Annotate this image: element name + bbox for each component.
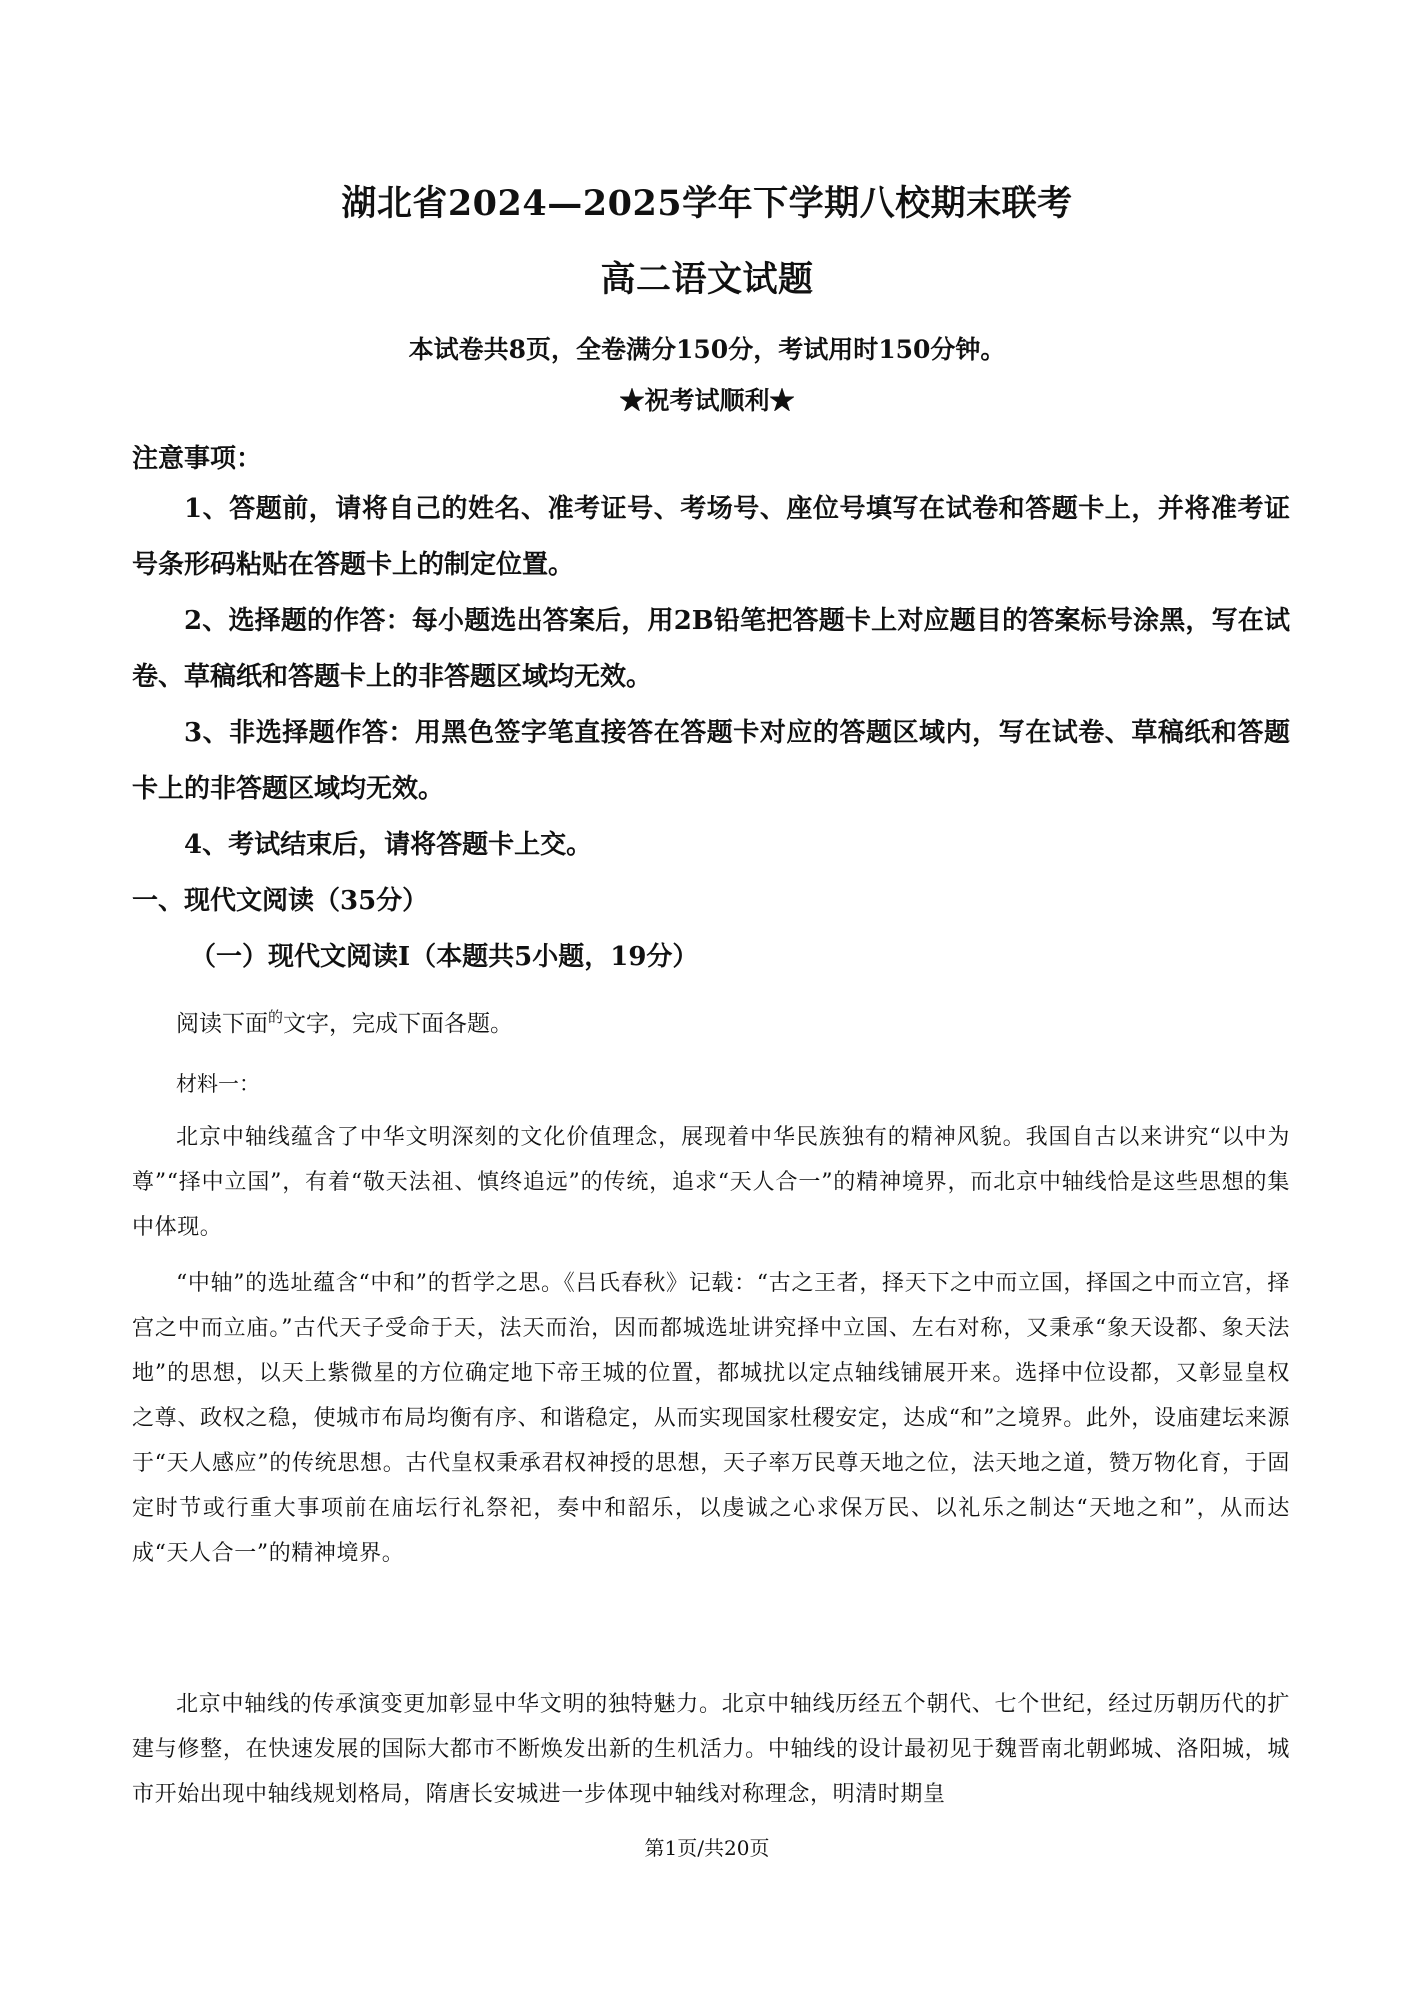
- notice-heading: 注意事项：: [132, 444, 263, 474]
- notice-item: 4、考试结束后，请将答题卡上交。: [184, 830, 593, 860]
- instruction-text: 阅读下面: [176, 1011, 268, 1037]
- reading-instruction: [176, 1005, 513, 1038]
- section-heading: 一、现代文阅读（35分）: [132, 886, 429, 916]
- notice-item: 2、选择题的作答：每小题选出答案后，用2B铅笔把答题卡上对应题目的答案标号涂黑，写在试卷、草稿纸和答题卡上的非答题区域均无效。: [132, 606, 1290, 692]
- exam-info: 本试卷共8页，全卷满分150分，考试用时150分钟。: [408, 335, 1006, 364]
- reading-paragraph: “中轴”的选址蕴含“中和”的哲学之思。《吕氏春秋》记载：“古之王者，择天下之中而立国，择国之中而立宫，择宫之中而立庙。”古代天子受命于天，法天而治，因而都城选址讲究择中立国、左右对称，又秉承“象天设都、象天法地”的思想，以天上紫微星的方位确定地下帝王城的位置，都城扰以定点轴线铺展开来。选择中位设都，又彰显皇权之尊、政权之稳，使城市布局均衡有序、和谐稳定，从而实现国家杜稷安定，达成“和”之境界。此外，设庙建坛来源于“天人感应”的传统思想。古代皇权秉承君权神授的思想，天子率万民尊天地之位，法天地之道，赞万物化育，于固定时节或行重大事项前在庙坛行礼祭祀，奏中和韶乐，以虔诚之心求保万民、以礼乐之制达“天地之和”，从而达成“天人合一”的精神境界。: [132, 1271, 1290, 1566]
- instruction-mark: 的: [268, 1008, 284, 1026]
- page-number: 第1页/共20页: [644, 1836, 770, 1860]
- notice-item: 3、非选择题作答：用黑色签字笔直接答在答题卡对应的答题区域内，写在试卷、草稿纸和答题卡上的非答题区域均无效。: [132, 718, 1290, 804]
- exam-title: 湖北省2024—2025学年下学期八校期末联考: [341, 183, 1073, 224]
- instruction-text: 文字，完成下面各题。: [283, 1011, 514, 1037]
- reading-paragraph: 北京中轴线的传承演变更加彰显中华文明的独特魅力。北京中轴线历经五个朝代、七个世纪，经过历朝历代的扩建与修整，在快速发展的国际大都市不断焕发出新的生机活力。中轴线的设计最初见于魏晋南北朝邺城、洛阳城，城市开始出现中轴线规划格局，隋唐长安城进一步体现中轴线对称理念，明清时期皇: [132, 1692, 1290, 1807]
- reading-paragraph: 北京中轴线蕴含了中华文明深刻的文化价值理念，展现着中华民族独有的精神风貌。我国自古以来讲究“以中为尊”“择中立国”，有着“敬天法祖、慎终追远”的传统，追求“天人合一”的精神境界，而北京中轴线恰是这些思想的集中体现。: [132, 1125, 1290, 1240]
- material-label: 材料一：: [176, 1072, 260, 1096]
- exam-wish: ★祝考试顺利★: [619, 386, 795, 415]
- notice-item: 1、答题前，请将自己的姓名、准考证号、考场号、座位号填写在试卷和答题卡上，并将准考证号条形码粘贴在答题卡上的制定位置。: [132, 494, 1290, 580]
- sub-section-heading: （一）现代文阅读Ⅰ（本题共5小题，19分）: [190, 942, 699, 972]
- exam-subtitle: 高二语文试题: [600, 259, 814, 300]
